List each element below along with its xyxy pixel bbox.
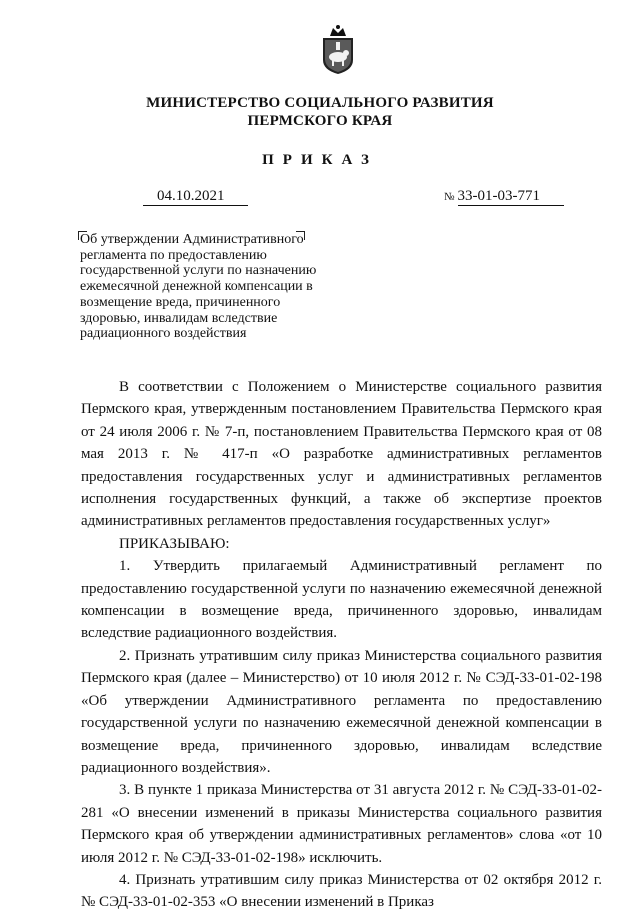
ministry-name (0, 94, 640, 130)
ministry-name-line2: ПЕРМСКОГО КРАЯ (247, 113, 393, 129)
document-body (81, 376, 602, 914)
coat-of-arms-icon (319, 24, 357, 76)
order-word: ПРИКАЗЫВАЮ: (119, 535, 230, 552)
order-item: 1. Утвердить прилагаемый Административный регламент по предоставлению государственной услуги по назначению ежемесячной денежной компенсации в возмещение вреда, причиненного здоровью, инвалидам вследствие радиационного воздействия. (81, 558, 602, 642)
document-subject: Об утверждении Административного регламента по предоставлению государственной услуги по назначению ежемесячной денежной компенсации в возмещение вреда, причиненного здоровью, инвалидам вследствие радиационного воздействия (80, 232, 317, 342)
document-date: 04.10.2021 (143, 187, 248, 206)
order-item: 3. В пункте 1 приказа Министерства от 31 августа 2012 г. № СЭД-33-01-02-281 «О внесении изменений в приказы Министерства социального развития Пермского края об утверждении административных регламентов» слова «от 10 июля 2012 г. № СЭД-33-01-02-198» исключить. (81, 782, 602, 866)
order-item: 4. Признать утратившим силу приказ Министерства от 02 октября 2012 г. № СЭД-33-01-02-353 «О внесении изменений в Приказ (81, 871, 602, 911)
number-sign: № (444, 191, 455, 203)
ministry-name-line1: МИНИСТЕРСТВО СОЦИАЛЬНОГО РАЗВИТИЯ (146, 95, 494, 111)
document-number: 33-01-03-771 (458, 187, 564, 206)
document-type: ПРИКАЗ (262, 152, 378, 168)
order-item: 2. Признать утратившим силу приказ Министерства социального развития Пермского края (далее – Министерство) от 10 июля 2012 г. № СЭД-33-01-02-198 «Об утверждении Административного регламента по предоставлению государственной услуги по назначению ежемесячной денежной компенсации в возмещение вреда, причиненного здоровью, инвалидам вследствие радиационного воздействия». (81, 647, 602, 776)
preamble-paragraph: В соответствии с Положением о Министерстве социального развития Пермского края, утвержденным постановлением Правительства Пермского края от 24 июля 2006 г. № 7-п, постановлением Правительства Пермского края от 08 мая 2013 г. № 417-п «О разработке административных регламентов предоставления государственных услуг и административных регламентов исполнения государственных функций, а также об экспертизе проектов административных регламентов предоставления государственных услуг» (81, 379, 602, 530)
document-number-block (444, 187, 564, 206)
